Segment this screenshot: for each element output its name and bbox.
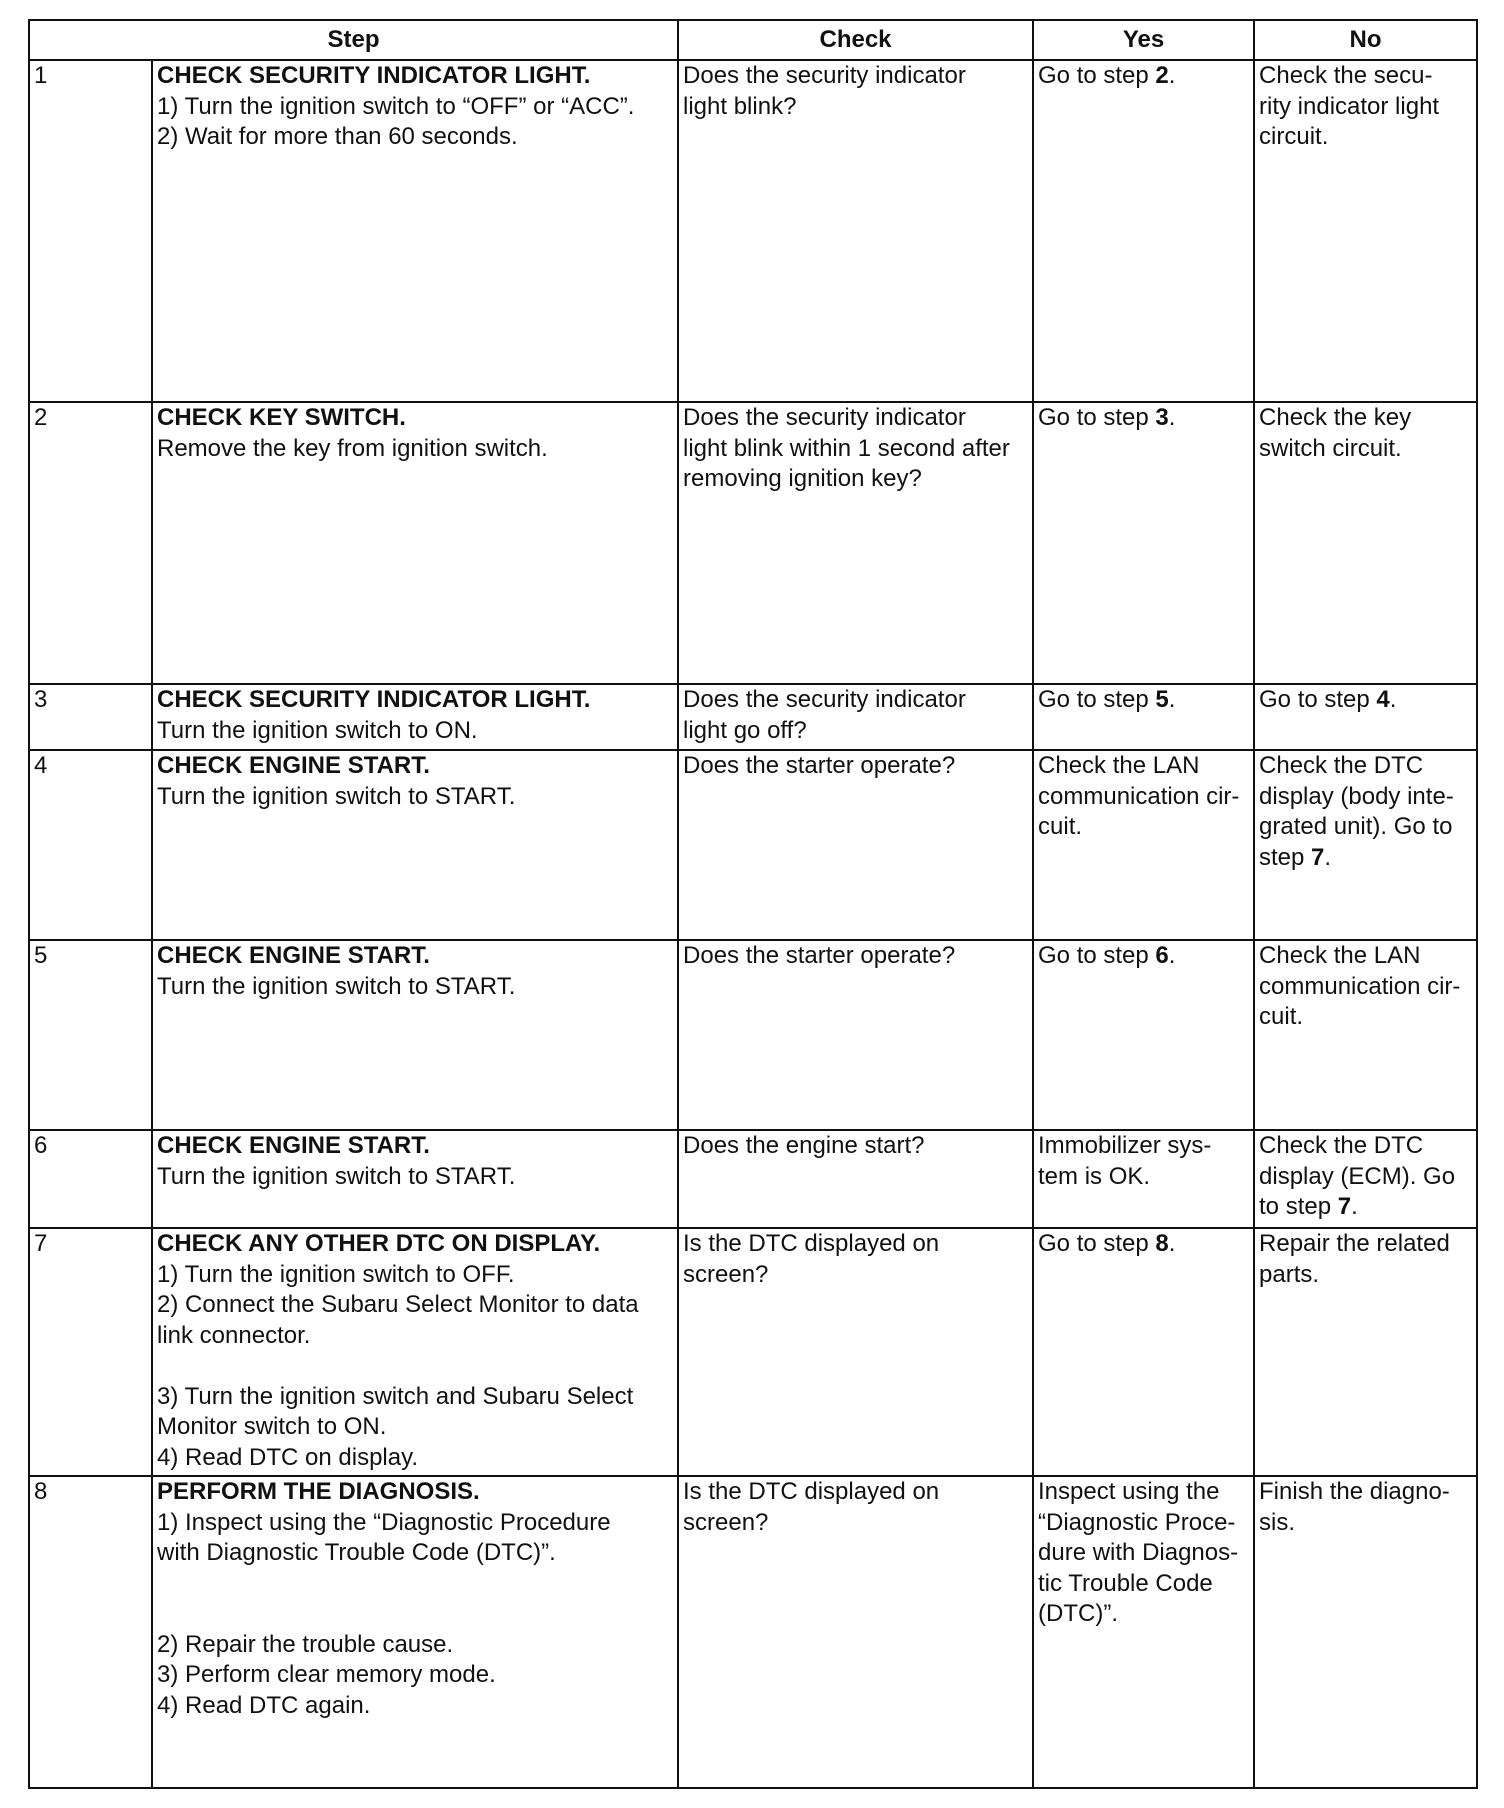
no-text: Go to step xyxy=(1259,686,1377,713)
no-cell xyxy=(1254,402,1477,684)
yes-line: cuit. xyxy=(1038,813,1083,840)
step-line: 4) Read DTC on display. xyxy=(157,1443,418,1471)
step-line: Turn the ignition switch to START. xyxy=(157,782,516,810)
check-line: Does the security indicator xyxy=(683,404,966,431)
yes-cell xyxy=(1033,940,1254,1130)
step-line: Turn the ignition switch to START. xyxy=(157,1162,516,1190)
step-cell xyxy=(152,60,678,402)
step-cell xyxy=(152,1228,678,1476)
no-cell xyxy=(1254,1228,1477,1476)
no-cell xyxy=(1254,750,1477,940)
header-yes: Yes xyxy=(1033,20,1254,60)
step-line: Turn the ignition switch to ON. xyxy=(157,716,478,744)
check-cell xyxy=(678,1228,1033,1476)
yes-punct: . xyxy=(1168,62,1176,89)
no-cell xyxy=(1254,1130,1477,1228)
table-row xyxy=(29,684,1477,750)
table-row xyxy=(29,402,1477,684)
yes-cell xyxy=(1033,60,1254,402)
no-line: Repair the related xyxy=(1259,1230,1450,1257)
no-line: Check the key xyxy=(1259,404,1412,431)
check-cell xyxy=(678,60,1033,402)
step-number: 5 xyxy=(29,940,152,1130)
step-number: 6 xyxy=(29,1130,152,1228)
step-line: 2) Repair the trouble cause. xyxy=(157,1630,454,1658)
step-line: with Diagnostic Trouble Code (DTC)”. xyxy=(157,1539,556,1566)
step-line: Turn the ignition switch to START. xyxy=(157,972,516,1000)
step-line: 3) Perform clear memory mode. xyxy=(157,1661,496,1688)
yes-text: Go to step xyxy=(1038,1230,1156,1257)
check-line: removing ignition key? xyxy=(683,465,922,492)
step-cell xyxy=(152,1130,678,1228)
check-line: Does the starter operate? xyxy=(683,942,956,969)
check-line: light blink within 1 second after xyxy=(683,434,1010,462)
no-cell xyxy=(1254,1476,1477,1788)
table-row xyxy=(29,1130,1477,1228)
no-line: Check the DTC xyxy=(1259,1132,1424,1159)
yes-line: Inspect using the xyxy=(1038,1478,1220,1505)
yes-text: Go to step xyxy=(1038,404,1156,431)
step-title: CHECK ENGINE START. xyxy=(157,1132,430,1159)
no-line: communication cir- xyxy=(1259,972,1461,1000)
no-line: Check the DTC xyxy=(1259,752,1424,779)
check-cell xyxy=(678,940,1033,1130)
check-line: light go off? xyxy=(683,716,807,744)
table-row xyxy=(29,1228,1477,1476)
no-line: display (body inte- xyxy=(1259,782,1454,810)
yes-step-ref: 3 xyxy=(1155,404,1169,431)
header-check: Check xyxy=(678,20,1033,60)
step-line: Monitor switch to ON. xyxy=(157,1413,387,1440)
step-number: 1 xyxy=(29,60,152,402)
step-line: 1) Turn the ignition switch to OFF. xyxy=(157,1260,515,1288)
yes-cell xyxy=(1033,1130,1254,1228)
step-line: 1) Inspect using the “Diagnostic Procedure xyxy=(157,1508,611,1536)
step-cell xyxy=(152,940,678,1130)
yes-line: tem is OK. xyxy=(1038,1162,1151,1190)
step-number: 8 xyxy=(29,1476,152,1788)
check-cell xyxy=(678,750,1033,940)
check-line: Does the engine start? xyxy=(683,1132,925,1159)
step-title: CHECK KEY SWITCH. xyxy=(157,404,406,431)
step-line: 1) Turn the ignition switch to “OFF” or “ACC”. xyxy=(157,92,635,120)
check-line: Does the security indicator xyxy=(683,62,966,89)
yes-line: Immobilizer sys- xyxy=(1038,1132,1212,1159)
check-cell xyxy=(678,1130,1033,1228)
header-step: Step xyxy=(29,20,678,60)
step-title: CHECK SECURITY INDICATOR LIGHT. xyxy=(157,62,591,89)
step-title: CHECK ENGINE START. xyxy=(157,942,430,969)
no-line: display (ECM). Go xyxy=(1259,1162,1456,1190)
step-line: 2) Wait for more than 60 seconds. xyxy=(157,123,518,150)
yes-cell xyxy=(1033,1476,1254,1788)
no-line: circuit. xyxy=(1259,123,1329,150)
no-line: Check the secu- xyxy=(1259,62,1433,89)
yes-step-ref: 2 xyxy=(1155,62,1169,89)
check-line: Is the DTC displayed on xyxy=(683,1230,940,1257)
step-line: 3) Turn the ignition switch and Subaru Select xyxy=(157,1382,634,1410)
yes-text: Go to step xyxy=(1038,942,1156,969)
check-line: light blink? xyxy=(683,92,797,120)
no-punct: . xyxy=(1389,686,1397,713)
table-row xyxy=(29,750,1477,940)
yes-punct: . xyxy=(1168,942,1176,969)
step-title: CHECK ANY OTHER DTC ON DISPLAY. xyxy=(157,1230,601,1257)
table-row xyxy=(29,940,1477,1130)
check-line: screen? xyxy=(683,1260,769,1288)
no-line: Check the LAN xyxy=(1259,942,1421,969)
step-number: 7 xyxy=(29,1228,152,1476)
step-title: PERFORM THE DIAGNOSIS. xyxy=(157,1478,480,1505)
yes-cell xyxy=(1033,1228,1254,1476)
header-no: No xyxy=(1254,20,1477,60)
step-title: CHECK ENGINE START. xyxy=(157,752,430,779)
check-cell xyxy=(678,1476,1033,1788)
step-cell xyxy=(152,402,678,684)
yes-text: Go to step xyxy=(1038,686,1156,713)
step-cell xyxy=(152,684,678,750)
no-line: grated unit). Go to xyxy=(1259,813,1453,840)
no-line: parts. xyxy=(1259,1260,1320,1288)
step-number: 4 xyxy=(29,750,152,940)
yes-cell xyxy=(1033,684,1254,750)
no-line: rity indicator light xyxy=(1259,92,1440,120)
check-cell xyxy=(678,402,1033,684)
yes-line: dure with Diagnos- xyxy=(1038,1539,1239,1566)
no-cell xyxy=(1254,940,1477,1130)
yes-cell xyxy=(1033,750,1254,940)
check-cell xyxy=(678,684,1033,750)
check-line: Does the starter operate? xyxy=(683,752,956,779)
no-cell xyxy=(1254,60,1477,402)
step-line: link connector. xyxy=(157,1321,311,1349)
check-line: Does the security indicator xyxy=(683,686,966,713)
yes-line: “Diagnostic Proce- xyxy=(1038,1508,1236,1536)
step-title: CHECK SECURITY INDICATOR LIGHT. xyxy=(157,686,591,713)
no-step-ref: 7 xyxy=(1337,1193,1352,1220)
yes-line: Check the LAN xyxy=(1038,752,1200,779)
step-number: 3 xyxy=(29,684,152,750)
yes-line: tic Trouble Code xyxy=(1038,1569,1213,1597)
yes-cell xyxy=(1033,402,1254,684)
yes-line: communication cir- xyxy=(1038,782,1240,810)
step-cell xyxy=(152,750,678,940)
yes-step-ref: 5 xyxy=(1155,686,1169,713)
step-cell xyxy=(152,1476,678,1788)
no-cell xyxy=(1254,684,1477,750)
no-line: cuit. xyxy=(1259,1003,1304,1030)
yes-punct: . xyxy=(1168,404,1176,431)
no-text: to step xyxy=(1259,1193,1338,1220)
no-line: Finish the diagno- xyxy=(1259,1478,1450,1505)
diagnosis-table xyxy=(28,19,1478,1789)
step-number: 2 xyxy=(29,402,152,684)
no-text: step xyxy=(1259,843,1312,871)
no-step-ref: 7 xyxy=(1311,843,1325,871)
step-line: 2) Connect the Subaru Select Monitor to data xyxy=(157,1291,639,1318)
yes-punct: . xyxy=(1168,1230,1176,1257)
check-line: Is the DTC displayed on xyxy=(683,1478,940,1505)
yes-step-ref: 6 xyxy=(1155,942,1169,969)
check-line: screen? xyxy=(683,1508,769,1536)
no-line: switch circuit. xyxy=(1259,434,1402,462)
no-line: sis. xyxy=(1259,1508,1296,1536)
table-row xyxy=(29,60,1477,402)
yes-text: Go to step xyxy=(1038,62,1156,89)
diagnosis-document xyxy=(28,19,1476,1789)
step-line: 4) Read DTC again. xyxy=(157,1691,371,1719)
step-line: Remove the key from ignition switch. xyxy=(157,434,548,462)
no-punct: . xyxy=(1351,1193,1358,1220)
yes-line: (DTC)”. xyxy=(1038,1600,1118,1627)
no-step-ref: 4 xyxy=(1376,686,1390,713)
yes-punct: . xyxy=(1168,686,1176,713)
header-row xyxy=(29,20,1477,60)
no-punct: . xyxy=(1324,843,1332,871)
table-row xyxy=(29,1476,1477,1788)
yes-step-ref: 8 xyxy=(1155,1230,1169,1257)
